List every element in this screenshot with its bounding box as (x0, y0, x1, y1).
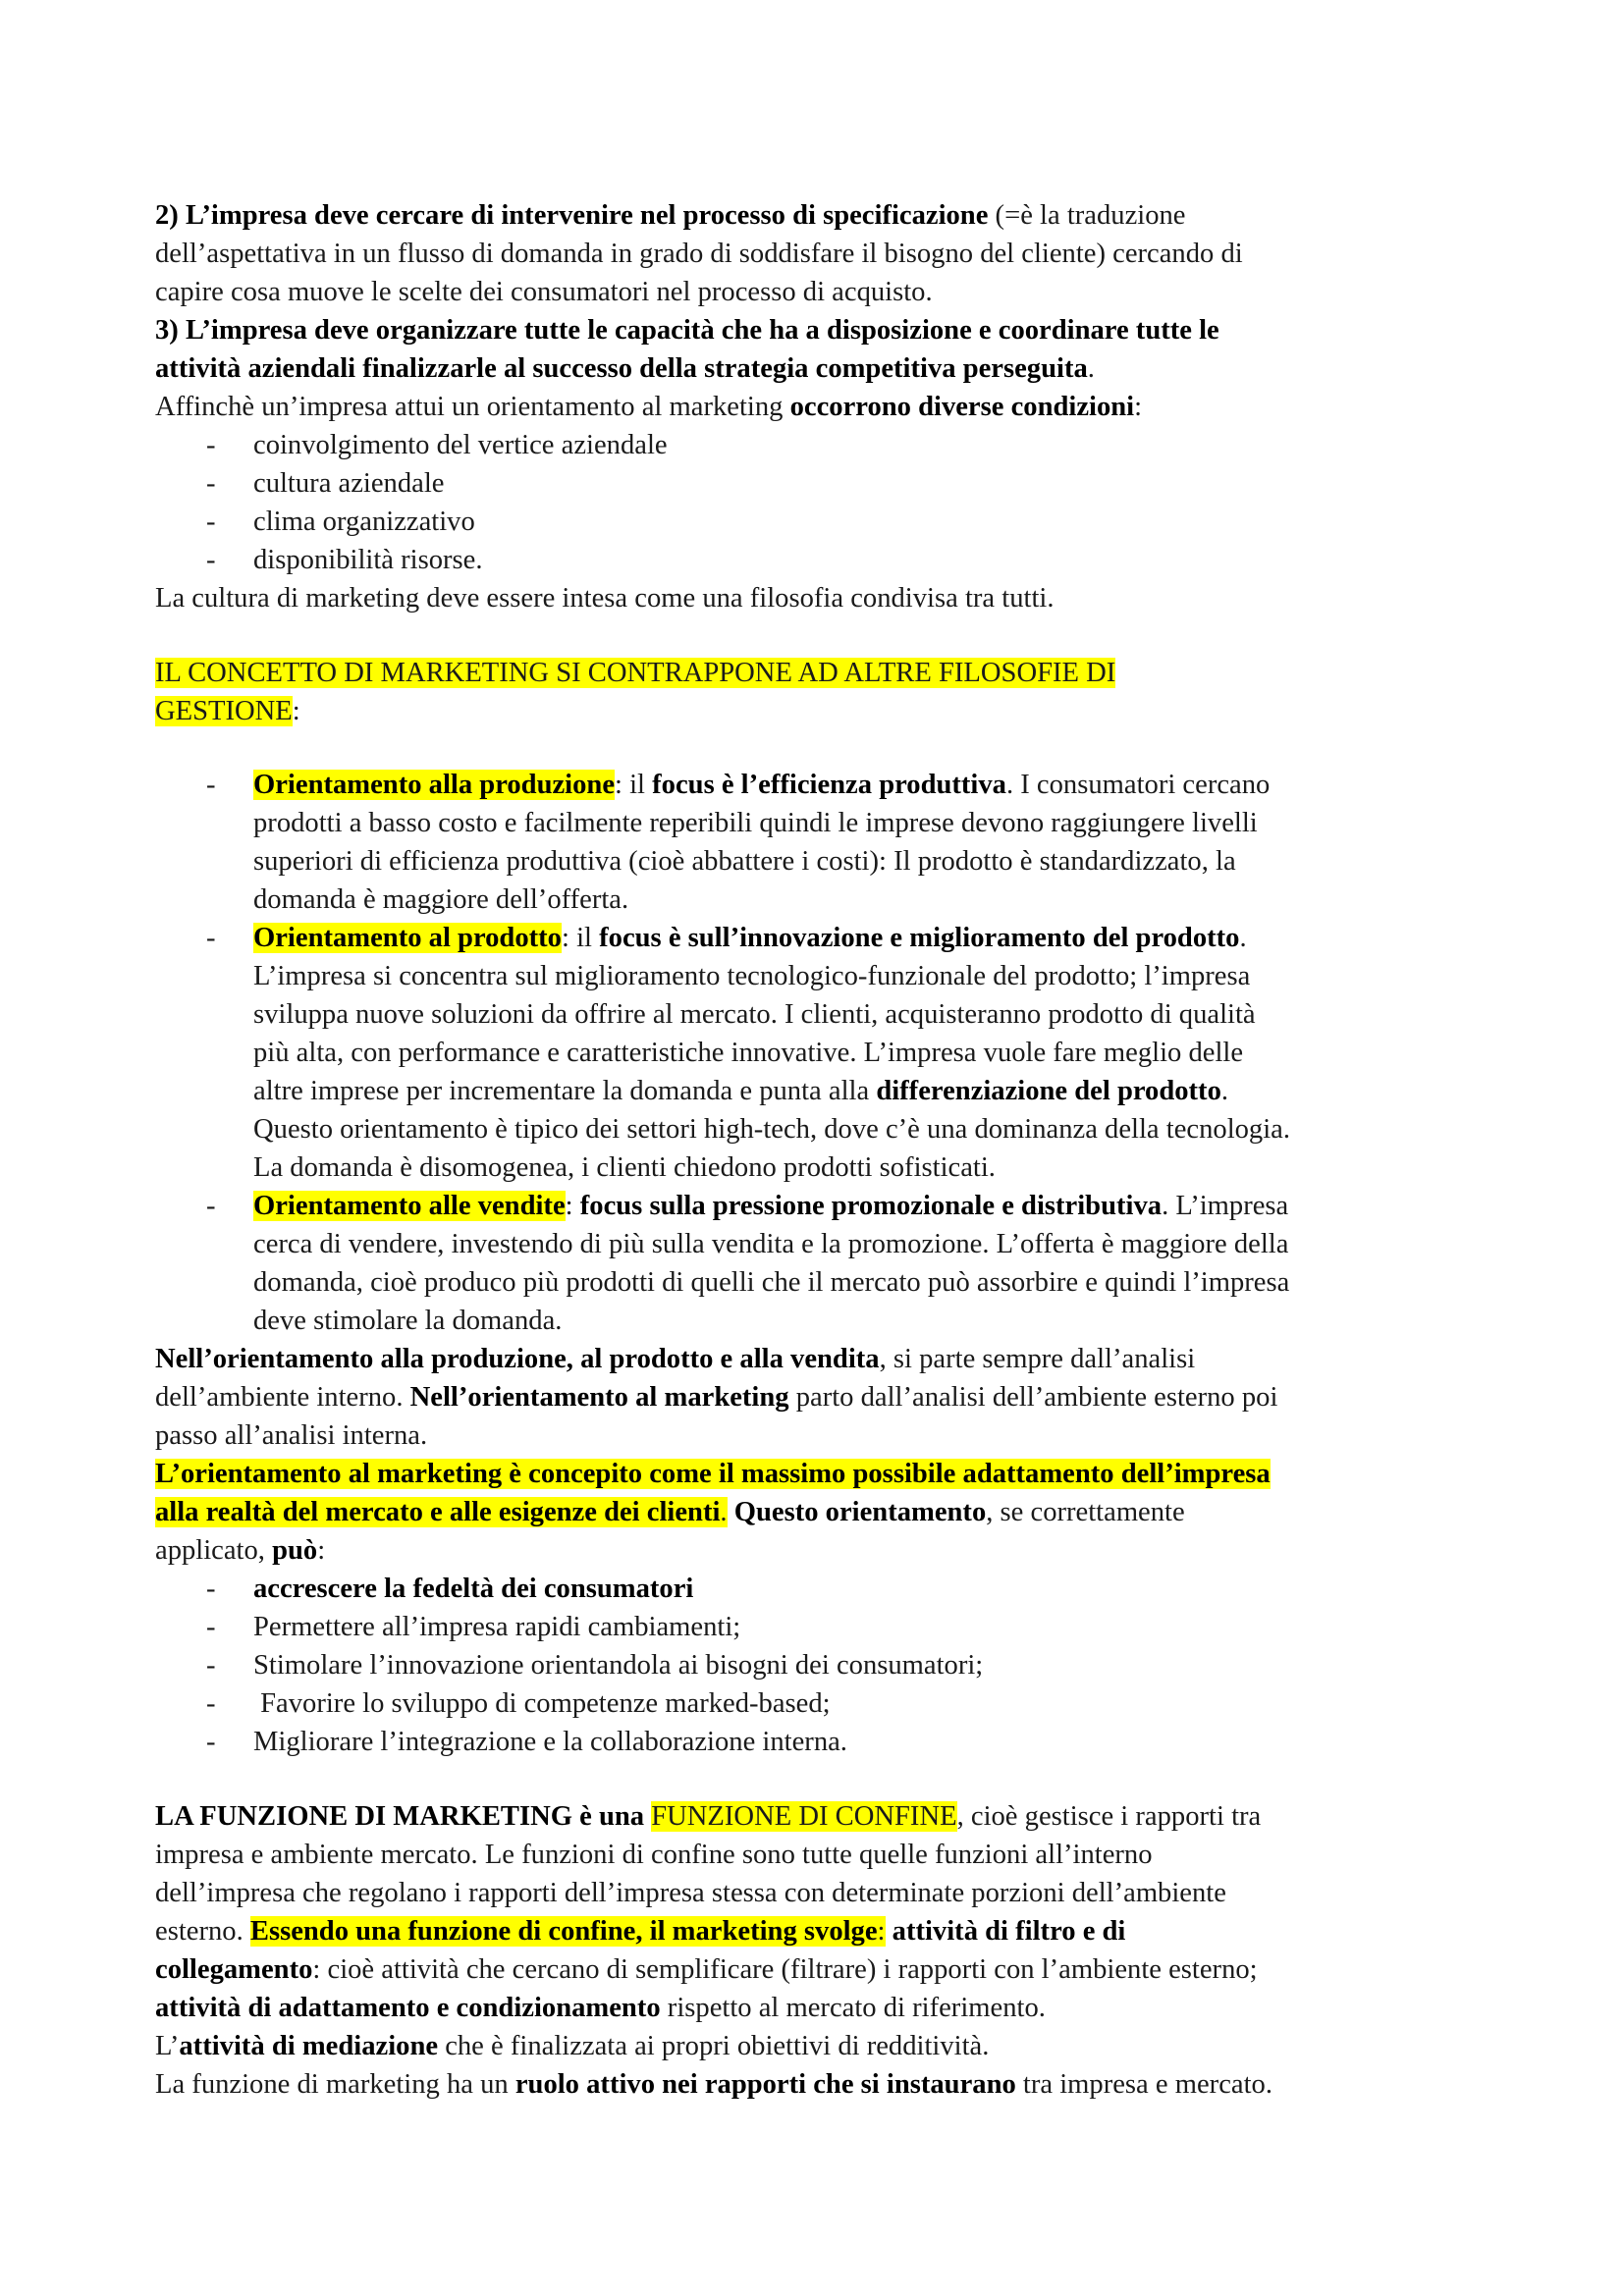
text-line: domanda è maggiore dell’offerta. (253, 884, 629, 915)
text-line: sviluppa nuove soluzioni da offrire al mercato. I clienti, acquisteranno prodotto di qualità (253, 999, 1256, 1030)
bullet: - (206, 923, 216, 953)
text: altre imprese per incrementare la domanda e punta alla (253, 1076, 877, 1106)
bold-text: Nell’orientamento alla produzione, al prodotto e alla vendita (155, 1344, 880, 1374)
bold-text: collegamento (155, 1954, 313, 1985)
bold-text: ruolo attivo nei rapporti che si instaurano (514, 2069, 1016, 2100)
bullet: - (206, 1612, 216, 1642)
highlighted-text: : (877, 1916, 886, 1947)
bullet: - (206, 1191, 216, 1221)
text-line: superiori di efficienza produttiva (cioè abbattere i costi): Il prodotto è standardizzato, la (253, 846, 1236, 877)
text-line (155, 1455, 1490, 1493)
list-item (155, 1723, 1490, 1761)
highlighted-text: GESTIONE (155, 696, 293, 726)
text-line (155, 1340, 1490, 1378)
text: La funzione di marketing ha un (155, 2069, 515, 2100)
text-line (155, 196, 1490, 235)
bullet: - (206, 770, 216, 800)
text: , cioè gestisce i rapporti tra (956, 1801, 1262, 1832)
text: : (317, 1535, 326, 1566)
text-line (155, 1797, 1490, 1836)
bold-text: 3) L’impresa deve organizzare tutte le capacità che ha a disposizione e coordinare tutte le (155, 315, 1219, 346)
list-item (155, 766, 1490, 804)
text-line: prodotti a basso costo e facilmente reperibili quindi le imprese devono raggiungere livelli (253, 808, 1258, 838)
bold-text: Nell’orientamento al marketing (409, 1382, 789, 1413)
list-item (155, 1684, 1490, 1723)
text-line: dell’impresa che regolano i rapporti dell’impresa stessa con determinate porzioni dell’ambiente (155, 1878, 1226, 1908)
list-item (155, 426, 1490, 464)
text: . (1087, 353, 1095, 384)
bold-text: 2) L’impresa deve cercare di intervenire nel processo di specificazione (155, 200, 989, 231)
text-line (155, 1531, 1490, 1570)
list-item (155, 919, 1490, 957)
bold-text: differenziazione del prodotto (876, 1076, 1221, 1106)
list-item (155, 503, 1490, 541)
bold-text: focus è l’efficienza produttiva (652, 770, 1006, 800)
bold-text: focus è sull’innovazione e miglioramento del prodotto (599, 923, 1240, 953)
bold-text: attività di filtro e di (885, 1916, 1126, 1947)
bullet: - (206, 507, 216, 537)
list-item (155, 541, 1490, 579)
text-line: dell’aspettativa in un flusso di domanda in grado di soddisfare il bisogno del cliente) cercando di (155, 239, 1243, 269)
text: . I consumatori cercano (1005, 770, 1271, 800)
text-line: Questo orientamento è tipico dei settori high-tech, dove c’è una dominanza della tecnologia. (253, 1114, 1291, 1145)
text: rispetto al mercato di riferimento. (660, 1993, 1046, 2023)
section-heading (155, 654, 1490, 692)
bullet: - (206, 545, 216, 575)
text-line (155, 1493, 1490, 1531)
highlighted-bold-text: Essendo una funzione di confine, il marketing svolge (249, 1916, 878, 1947)
text: . (1220, 1076, 1229, 1106)
bold-text: accrescere la fedeltà dei consumatori (253, 1574, 694, 1604)
text: : (292, 696, 300, 726)
text-line: cerca di vendere, investendo di più sulla vendita e la promozione. L’offerta è maggiore della (253, 1229, 1289, 1259)
highlighted-bold-text: L’orientamento al marketing è concepito come il massimo possibile adattamento dell’impresa (155, 1459, 1271, 1489)
spacer (155, 1761, 1490, 1797)
text-line (155, 1072, 1490, 1110)
section-heading (155, 692, 1490, 730)
text-line: domanda, cioè produco più prodotti di quelli che il mercato può assorbire e quindi l’impresa (253, 1267, 1290, 1298)
text: : il (615, 770, 653, 800)
text: , se correttamente (986, 1497, 1185, 1527)
text-line: La cultura di marketing deve essere intesa come una filosofia condivisa tra tutti. (155, 583, 1055, 614)
text: . (1239, 923, 1247, 953)
highlighted-bold-text: Orientamento alle vendite (253, 1191, 566, 1221)
bullet: - (206, 1574, 216, 1604)
text: . L’impresa (1162, 1191, 1289, 1221)
highlighted-text: . (720, 1497, 728, 1527)
bold-text: focus sulla pressione promozionale e distributiva (579, 1191, 1163, 1221)
bold-text: può (272, 1535, 318, 1566)
bold-text: attività di adattamento e condizionamento (155, 1993, 661, 2023)
text-line (155, 2027, 1490, 2065)
text: (=è la traduzione (988, 200, 1186, 231)
text-line: passo all’analisi interna. (155, 1420, 428, 1451)
text: parto dall’analisi dell’ambiente esterno poi (788, 1382, 1278, 1413)
text: : cioè attività che cercano di semplificare (filtrare) i rapporti con l’ambiente esterno; (312, 1954, 1258, 1985)
list-item-text: disponibilità risorse. (253, 545, 483, 575)
highlighted-bold-text: Orientamento al prodotto (253, 923, 562, 953)
list-item (155, 1646, 1490, 1684)
list-item-text: cultura aziendale (253, 468, 445, 499)
highlighted-bold-text: alla realtà del mercato e alle esigenze dei clienti (155, 1497, 721, 1527)
text-line: impresa e ambiente mercato. Le funzioni di confine sono tutte quelle funzioni all’interno (155, 1840, 1153, 1870)
text-line (155, 1378, 1490, 1416)
text: : (565, 1191, 580, 1221)
bullet: - (206, 1688, 216, 1719)
list-item (155, 1187, 1490, 1225)
bullet: - (206, 468, 216, 499)
text: che è finalizzata ai propri obiettivi di redditività. (438, 2031, 990, 2061)
bold-text: LA FUNZIONE DI MARKETING è una (155, 1801, 652, 1832)
text-line (155, 1912, 1490, 1950)
spacer (155, 617, 1490, 654)
text: L’ (155, 2031, 180, 2061)
text: tra impresa e mercato. (1015, 2069, 1272, 2100)
text-line: capire cosa muove le scelte dei consumatori nel processo di acquisto. (155, 277, 933, 307)
text: applicato, (155, 1535, 273, 1566)
text-line (155, 388, 1490, 426)
list-item-text: Permettere all’impresa rapidi cambiamenti; (253, 1612, 741, 1642)
text: , si parte sempre dall’analisi (879, 1344, 1196, 1374)
text-line (155, 1989, 1490, 2027)
text-line (155, 349, 1490, 388)
list-item (155, 464, 1490, 503)
list-item-text: clima organizzativo (253, 507, 475, 537)
bullet: - (206, 430, 216, 460)
text: : (1134, 392, 1143, 422)
text-line (155, 1950, 1490, 1989)
text (728, 1497, 734, 1527)
list-item-text: Favorire lo sviluppo di competenze marked-based; (253, 1688, 831, 1719)
bold-text: occorrono diverse condizioni (789, 392, 1135, 422)
spacer (155, 730, 1490, 766)
text-line: La domanda è disomogenea, i clienti chiedono prodotti sofisticati. (253, 1152, 996, 1183)
bullet: - (206, 1650, 216, 1681)
text: esterno. (155, 1916, 250, 1947)
text: dell’ambiente interno. (155, 1382, 410, 1413)
text-line: deve stimolare la domanda. (253, 1306, 563, 1336)
bullet: - (206, 1727, 216, 1757)
list-item-text: Migliorare l’integrazione e la collaborazione interna. (253, 1727, 847, 1757)
text-line: più alta, con performance e caratteristiche innovative. L’impresa vuole fare meglio delle (253, 1038, 1244, 1068)
highlighted-text: FUNZIONE DI CONFINE (651, 1801, 957, 1832)
text-line (155, 2065, 1490, 2104)
bold-text: attività di mediazione (179, 2031, 439, 2061)
bold-text: Questo orientamento (733, 1497, 987, 1527)
highlighted-bold-text: Orientamento alla produzione (253, 770, 616, 800)
document-body (155, 196, 1490, 2104)
highlighted-text: IL CONCETTO DI MARKETING SI CONTRAPPONE AD ALTRE FILOSOFIE DI (155, 658, 1116, 688)
bold-text: attività aziendali finalizzarle al successo della strategia competitiva perseguita (155, 353, 1088, 384)
text: : il (561, 923, 600, 953)
text-line (155, 311, 1490, 349)
text-line: L’impresa si concentra sul miglioramento tecnologico-funzionale del prodotto; l’impresa (253, 961, 1251, 991)
text: Affinchè un’impresa attui un orientamento al marketing (155, 392, 790, 422)
list-item-text: coinvolgimento del vertice aziendale (253, 430, 668, 460)
list-item-text: Stimolare l’innovazione orientandola ai bisogni dei consumatori; (253, 1650, 984, 1681)
list-item (155, 1570, 1490, 1608)
list-item (155, 1608, 1490, 1646)
